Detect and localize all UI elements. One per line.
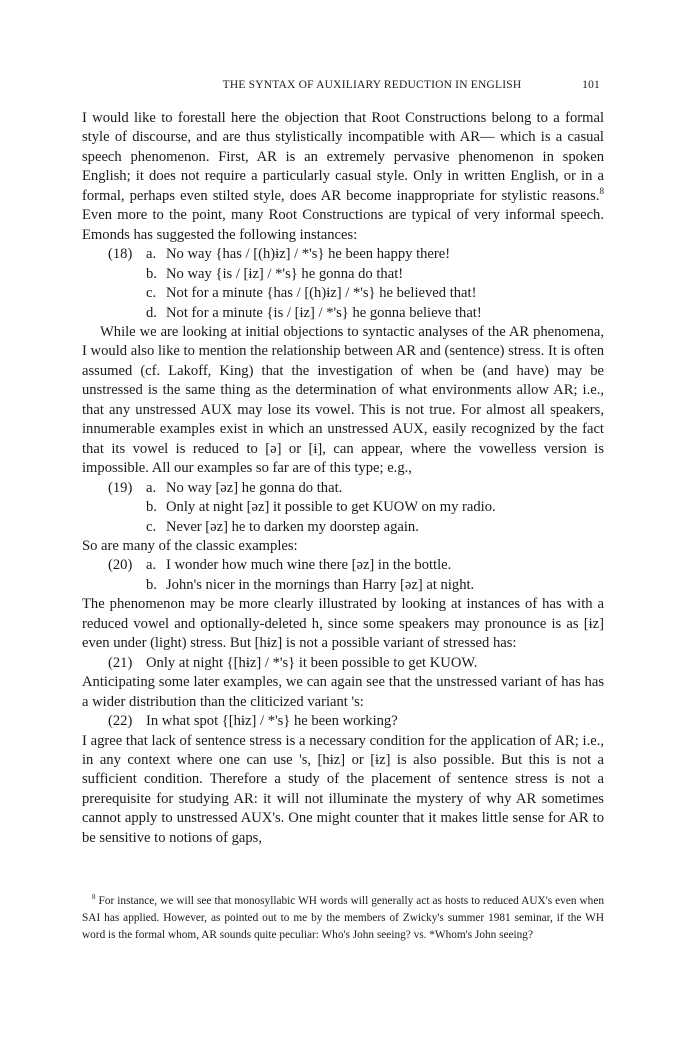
running-head: THE SYNTAX OF AUXILIARY REDUCTION IN ENGLISH: [222, 79, 522, 91]
example-letter: a.: [146, 479, 157, 496]
example-text: Not for a minute {has / [(h)ɨz] / *'s} he believed that!: [166, 285, 477, 302]
example-20b: [82, 576, 604, 595]
example-letter: b.: [146, 499, 157, 516]
footnote-reference: 8: [599, 185, 604, 196]
example-text: Never [əz] he to darken my doorstep again.: [166, 518, 419, 535]
example-letter: c.: [146, 518, 157, 535]
example-20a: [82, 556, 604, 575]
paragraph-1-continued: Even more to the point, many Root Constructions are typical of very informal speech. Emonds has suggested the following instances:: [82, 207, 604, 243]
example-number: (18): [108, 246, 133, 263]
example-text: No way {is / [ɨz] / *'s} he gonna do that!: [166, 265, 404, 282]
footnote-mark: 8: [92, 893, 96, 902]
paragraph-6: I agree that lack of sentence stress is a necessary condition for the application of AR; i.e., in any context where one can use 's, [hɨz] or [ɨz] is also possible. But this is not a sufficient condition. Therefore a study of the placement of sentence stress is not a prerequisite for studying AR: it will not illuminate the mystery of why AR sometimes cannot apply to unstressed AUX's. One might counter that it makes little sense for AR to be sensitive to notions of gaps,: [82, 732, 604, 846]
example-number: (20): [108, 557, 133, 574]
example-text: No way [əz] he gonna do that.: [166, 479, 343, 496]
example-text: Only at night {[hɨz] / *'s} it been possible to get KUOW.: [146, 654, 478, 671]
example-number: (21): [108, 654, 133, 671]
example-letter: c.: [146, 285, 157, 302]
example-text: No way {has / [(h)ɨz] / *'s} he been happy there!: [166, 246, 451, 263]
example-letter: a.: [146, 246, 157, 263]
example-19c: [82, 518, 604, 537]
example-19b: [82, 498, 604, 517]
page-number: 101: [582, 79, 600, 91]
example-letter: d.: [146, 304, 157, 321]
example-number: (19): [108, 479, 133, 496]
example-18b: [82, 265, 604, 284]
footnote-text: For instance, we will see that monosyllabic WH words will generally act as hosts to reduced AUX's even when SAI has applied. However, as pointed out to me by the members of Zwicky's summer 1981 seminar, if the WH word is the formal whom, AR sounds quite peculiar: Who's John seeing? vs. *Whom's John seeing?: [82, 895, 604, 941]
paragraph-1-text: I would like to forestall here the objection that Root Constructions belong to a formal style of discourse, and are thus stylistically incompatible with AR— which is a casual speech phenomenon. First, AR is an extremely pervasive phenomenon in spoken English; it does not require a particularly casual style. Only in written English, or in a formal, perhaps even stilted style, does AR become inappropriate for stylistic reasons.: [82, 110, 604, 204]
example-letter: b.: [146, 265, 157, 282]
example-19a: [82, 479, 604, 498]
example-letter: a.: [146, 557, 157, 574]
example-text: I wonder how much wine there [əz] in the bottle.: [166, 557, 452, 574]
example-text: Only at night [əz] it possible to get KUOW on my radio.: [166, 499, 496, 516]
paragraph-4: The phenomenon may be more clearly illustrated by looking at instances of has with a reduced vowel and optionally-deleted h, since some speakers may pronounce is as [ɨz] even under (light) stress. But [hɨz] is not a possible variant of stressed has:: [82, 596, 604, 652]
footnote: [82, 893, 604, 943]
example-21: [82, 654, 604, 673]
main-text: [82, 109, 604, 848]
example-number: (22): [108, 713, 133, 730]
paragraph-3: So are many of the classic examples:: [82, 537, 298, 554]
example-18d: [82, 304, 604, 323]
paragraph-1: [82, 109, 604, 245]
example-text: John's nicer in the mornings than Harry [əz] at night.: [166, 576, 475, 593]
example-22: [82, 712, 604, 731]
example-18c: [82, 284, 604, 303]
page-header: [82, 79, 602, 97]
example-18a: [82, 245, 604, 264]
paragraph-5: Anticipating some later examples, we can again see that the unstressed variant of has has a wider distribution than the cliticized variant 's:: [82, 674, 604, 710]
paragraph-2: While we are looking at initial objections to syntactic analyses of the AR phenomena, I would also like to mention the relationship between AR and (sentence) stress. It is often assumed (cf. Lakoff, King) that the investigation of when be (and have) may be unstressed is the same thing as the determination of what environments allow AR; i.e., that any unstressed AUX may lose its vowel. This is not true. For almost all speakers, innumerable examples exist in which an unstressed AUX, easily recognized by the fact that its vowel is reduced to [ə] or [ɨ], can appear, where the vowelless version is impossible. All our examples so far are of this type; e.g.,: [82, 323, 604, 477]
example-letter: b.: [146, 576, 157, 593]
example-text: Not for a minute {is / [ɨz] / *'s} he gonna believe that!: [166, 304, 482, 321]
example-text: In what spot {[hɨz] / *'s} he been working?: [146, 713, 398, 730]
